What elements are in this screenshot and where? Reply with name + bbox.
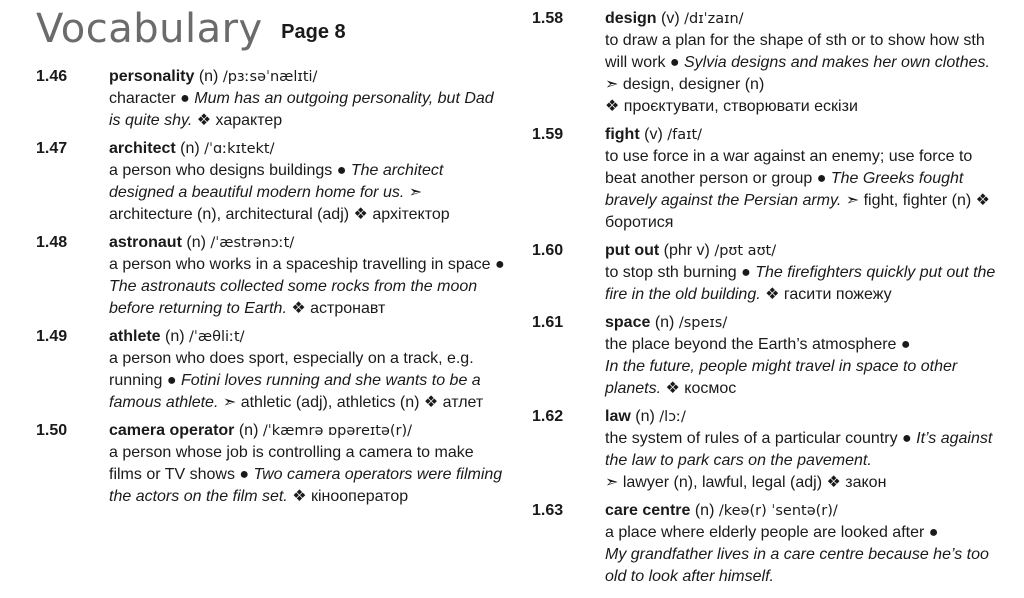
vocab-entry (532, 240, 1002, 306)
entry-body (605, 240, 1002, 306)
entry-pos: (phr v) (663, 242, 710, 259)
vocab-entry (532, 8, 1002, 118)
entry-related: ➣ athletic (adj), athletics (n) (218, 394, 420, 411)
entry-related: ➣ lawyer (n), lawful, legal (adj) (605, 474, 823, 491)
entry-example: Fotini loves running and she wants to be a famous athlete. (109, 372, 481, 411)
entry-definition: a person who does sport, especially on a track, e.g. running ● (109, 350, 474, 389)
entry-example: The Greeks fought bravely against the Persian army. (605, 170, 964, 209)
entry-body (605, 312, 1002, 400)
entry-body (109, 66, 506, 132)
right-column (532, 8, 1002, 594)
entry-number: 1.50 (36, 422, 68, 439)
entry-word: space (605, 314, 651, 331)
entry-pronunciation: /keə(r) ˈsentə(r)/ (718, 503, 838, 519)
entry-translation: ❖ гасити пожежу (760, 286, 892, 303)
entry-pronunciation: /ˈæθliːt/ (189, 329, 245, 345)
entry-definition: a person whose job is controlling a camera to make films or TV shows ● (109, 444, 474, 483)
entry-pronunciation: /speɪs/ (678, 315, 728, 331)
entry-word: design (605, 10, 657, 27)
entry-number: 1.58 (532, 10, 564, 27)
vocab-entry (36, 326, 506, 414)
entry-example: Mum has an outgoing personality, but Dad is quite shy. (109, 90, 494, 129)
vocab-entry (532, 500, 1002, 588)
entry-definition: to use force in a war against an enemy; use force to beat another person or group ● (605, 148, 973, 187)
left-column (36, 66, 506, 514)
entry-pronunciation: /lɔː/ (659, 409, 686, 425)
entry-word: fight (605, 126, 640, 143)
entry-pronunciation: /ˈæstrənɔːt/ (210, 235, 295, 251)
entry-example: It’s against the law to park cars on the pavement. (605, 430, 993, 469)
entry-pronunciation: /pɜːsəˈnælɪti/ (222, 69, 318, 85)
entry-word: put out (605, 242, 660, 259)
entry-definition: to draw a plan for the shape of sth or to show how sth will work ● (605, 32, 985, 71)
vocab-entry (532, 124, 1002, 234)
entry-body (605, 124, 1002, 234)
entry-pronunciation: /faɪt/ (667, 127, 703, 143)
entry-word: care centre (605, 502, 691, 519)
entry-number: 1.49 (36, 328, 68, 345)
entry-pos: (n) (635, 408, 655, 425)
entry-pos: (n) (198, 68, 219, 85)
entry-word: camera operator (109, 422, 235, 439)
vocab-entry (532, 406, 1002, 494)
entry-definition: a place where elderly people are looked after ● (605, 524, 939, 541)
vocab-entry (532, 312, 1002, 400)
entry-definition: a person who designs buildings ● (109, 162, 351, 179)
entry-translation: ❖ закон (822, 474, 887, 491)
entry-definition: a person who works in a spaceship travelling in space ● (109, 256, 505, 273)
entry-pos: (n) (694, 502, 715, 519)
entry-definition: the place beyond the Earth’s atmosphere ● (605, 336, 911, 353)
vocab-entry (36, 66, 506, 132)
page-header (36, 6, 346, 52)
entry-translation: ❖ космос (661, 380, 737, 397)
entry-translation: ❖ атлет (419, 394, 484, 411)
entry-example: The astronauts collected some rocks from the moon before returning to Earth. (109, 278, 478, 317)
vocab-entry (36, 232, 506, 320)
entry-translation: ❖ кінооператор (287, 488, 409, 505)
entry-pronunciation: /ˈɑːkɪtekt/ (204, 141, 275, 157)
entry-number: 1.60 (532, 242, 564, 259)
entry-number: 1.46 (36, 68, 68, 85)
entry-pos: (n) (238, 422, 259, 439)
entry-translation: ❖ боротися (605, 192, 990, 231)
page-number: Page 8 (281, 21, 346, 43)
entry-word: athlete (109, 328, 161, 345)
entry-word: architect (109, 140, 176, 157)
entry-number: 1.63 (532, 502, 564, 519)
entry-related: ➣ architecture (n), architectural (adj) (109, 184, 423, 223)
entry-definition: character ● (109, 90, 195, 107)
entry-pos: (v) (661, 10, 680, 27)
entry-pos: (n) (165, 328, 185, 345)
entry-word: personality (109, 68, 195, 85)
entry-related: ➣ fight, fighter (n) (841, 192, 972, 209)
entry-body (605, 406, 1002, 494)
entry-body (109, 326, 506, 414)
vocab-entry (36, 420, 506, 508)
entry-translation: ❖ проєктувати, створювати ескізи (605, 98, 858, 115)
entry-pronunciation: /pʊt aʊt/ (714, 243, 777, 259)
entry-example: Sylvia designs and makes her own clothes. (684, 54, 990, 71)
entry-pronunciation: /dɪˈzaɪn/ (684, 11, 744, 27)
entry-pronunciation: /ˈkæmrə ɒpəreɪtə(r)/ (262, 423, 413, 439)
entry-pos: (v) (644, 126, 663, 143)
entry-translation: ❖ характер (192, 112, 283, 129)
entry-number: 1.62 (532, 408, 564, 425)
entry-number: 1.47 (36, 140, 68, 157)
entry-body (605, 8, 1002, 118)
entry-example: My grandfather lives in a care centre because he’s too old to look after himself. (605, 546, 989, 585)
entry-example: The firefighters quickly put out the fire in the old building. (605, 264, 996, 303)
entry-pos: (n) (654, 314, 675, 331)
vocab-entry (36, 138, 506, 226)
entry-body (109, 232, 506, 320)
entry-word: astronaut (109, 234, 182, 251)
entry-definition: to stop sth burning ● (605, 264, 756, 281)
entry-example: In the future, people might travel in space to other planets. (605, 358, 958, 397)
entry-pos: (n) (180, 140, 200, 157)
entry-number: 1.61 (532, 314, 564, 331)
entry-translation: ❖ астронавт (286, 300, 386, 317)
entry-body (109, 138, 506, 226)
entry-translation: ❖ архітектор (349, 206, 450, 223)
entry-body (109, 420, 506, 508)
entry-body (605, 500, 1002, 588)
entry-number: 1.59 (532, 126, 564, 143)
entry-pos: (n) (186, 234, 206, 251)
entry-example: Two camera operators were filming the actors on the film set. (109, 466, 503, 505)
entry-number: 1.48 (36, 234, 68, 251)
page-title: Vocabulary (36, 6, 263, 52)
entry-definition: the system of rules of a particular country ● (605, 430, 917, 447)
entry-example: The architect designed a beautiful modern home for us. (109, 162, 444, 201)
entry-related: ➣ design, designer (n) (605, 76, 765, 93)
entry-word: law (605, 408, 631, 425)
